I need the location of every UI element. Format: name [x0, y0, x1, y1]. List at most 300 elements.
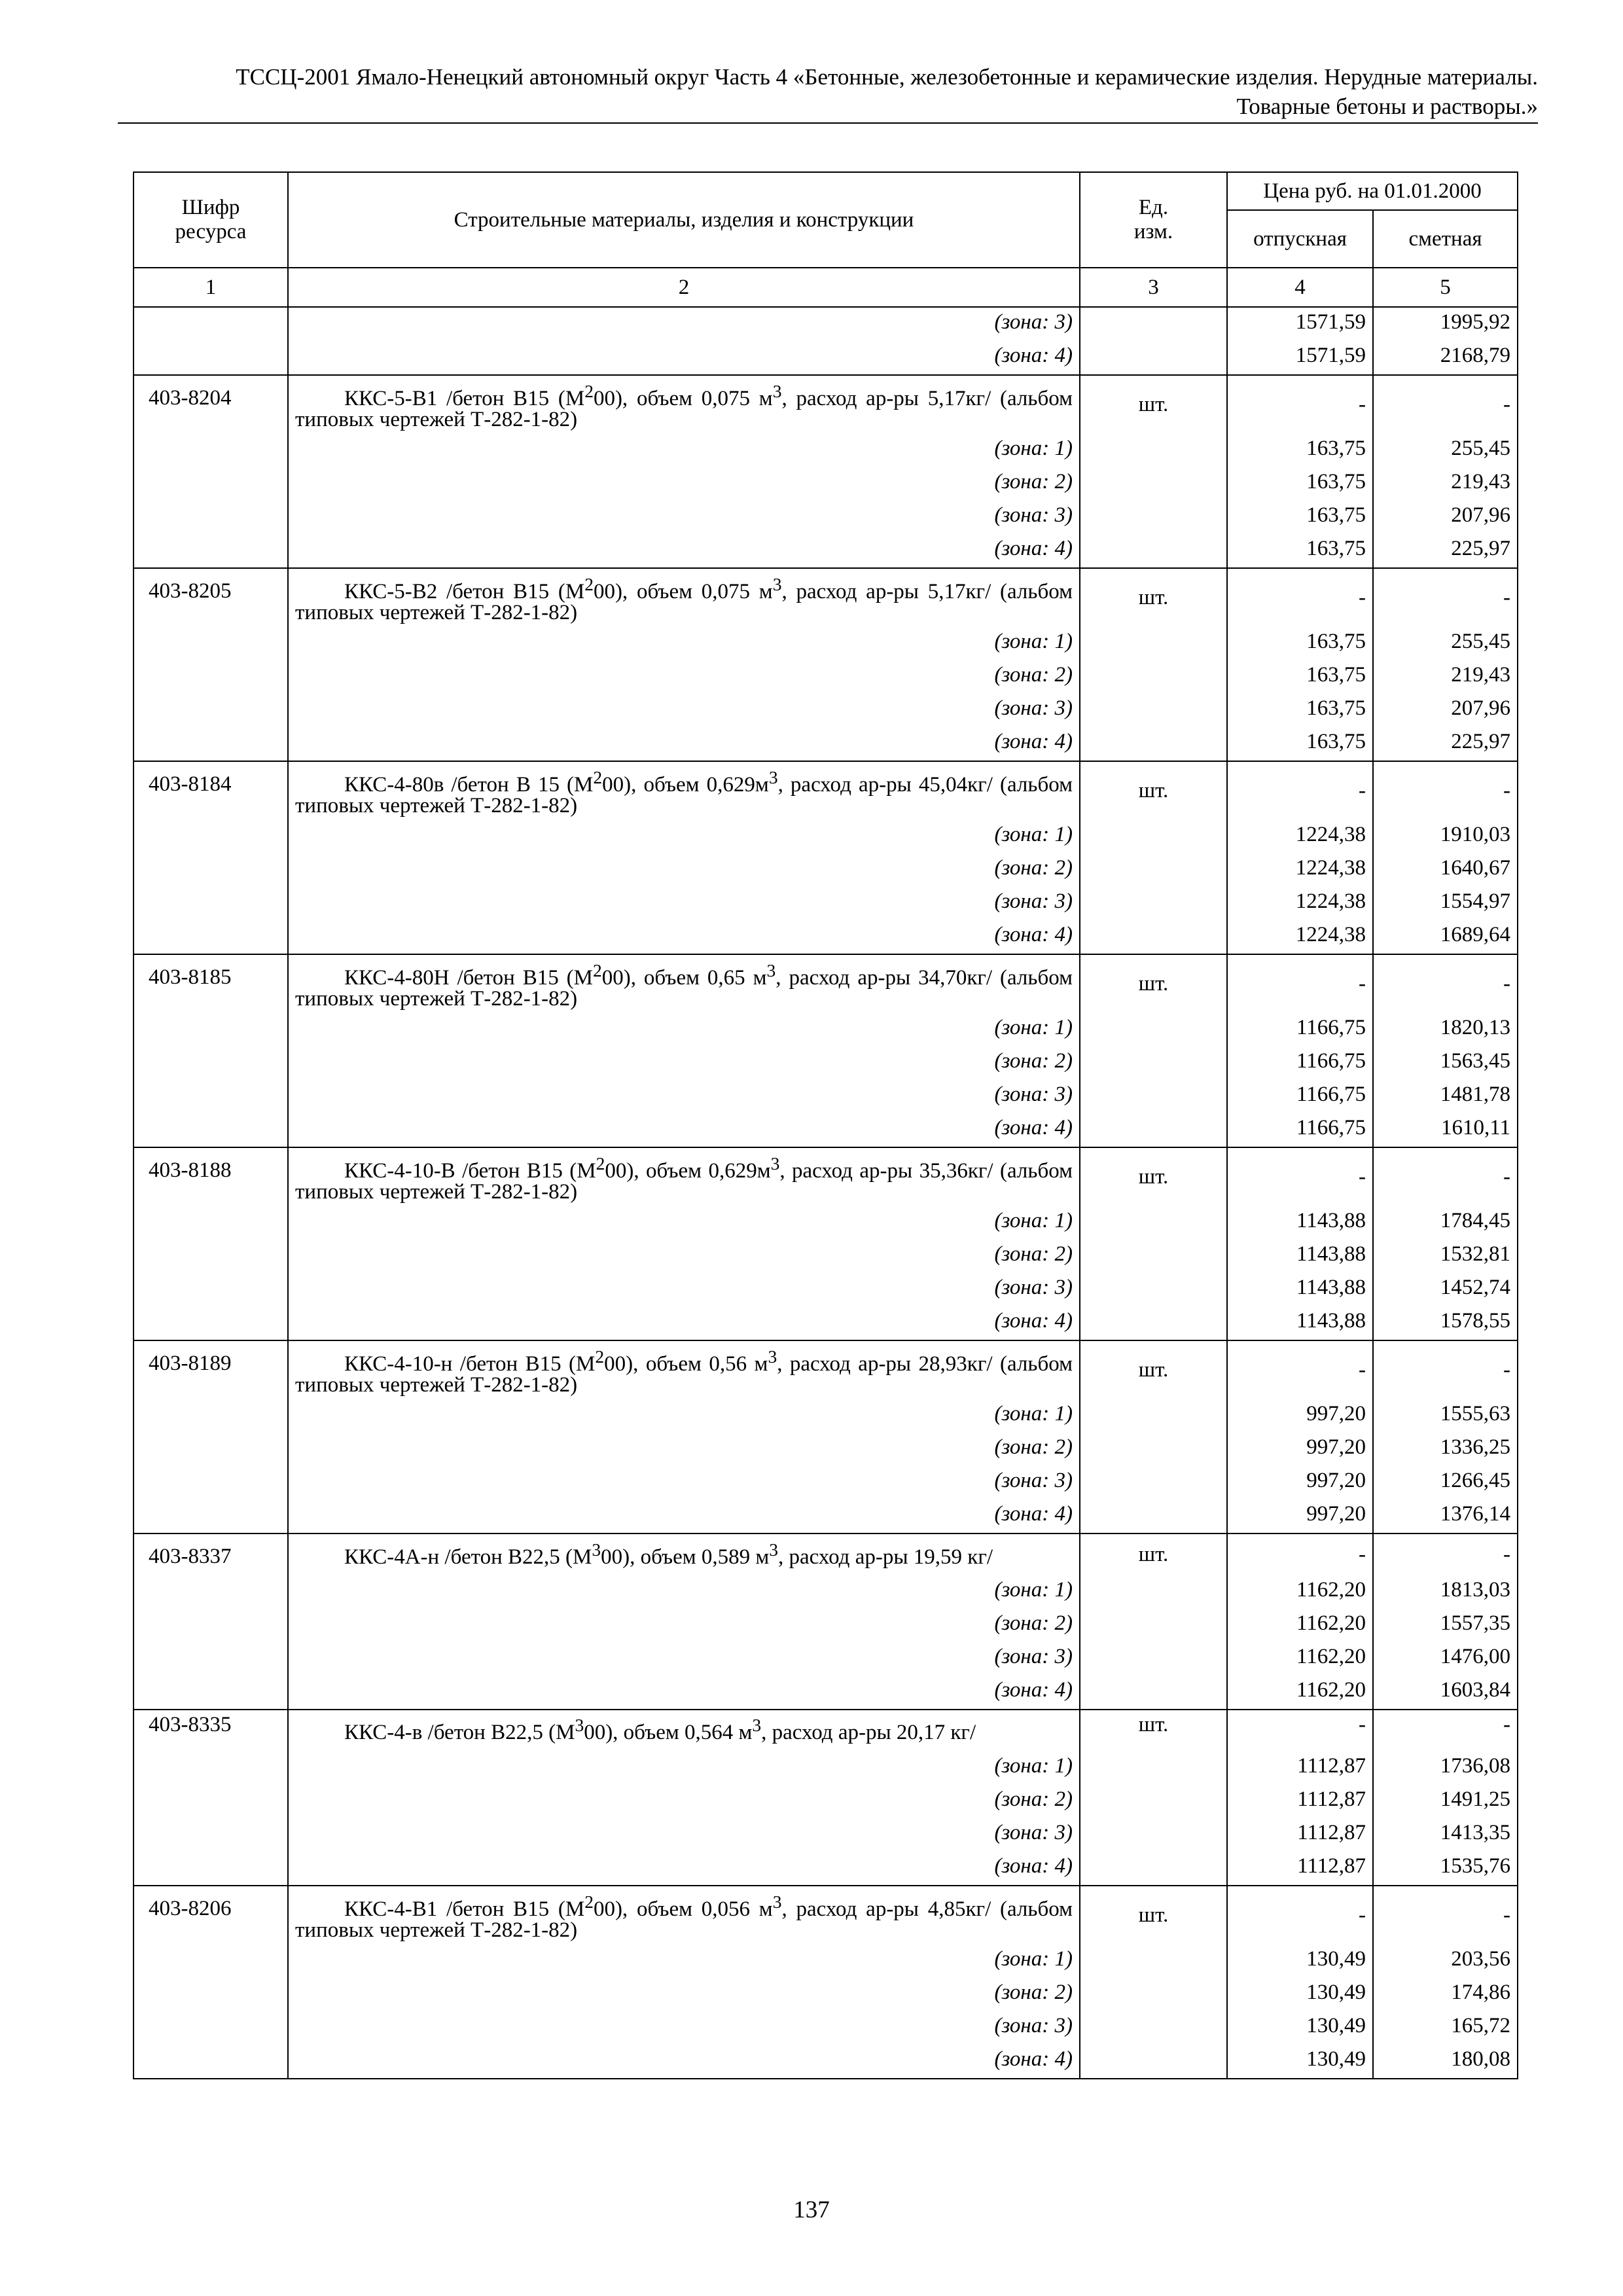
release-price: 163,75: [1227, 660, 1373, 694]
estimate-price: 1266,45: [1373, 1466, 1518, 1499]
zone-row: [134, 820, 1518, 853]
zone-row: [134, 1785, 1518, 1818]
unit-value: шт.: [1080, 954, 1227, 1013]
estimate-price: 207,96: [1373, 694, 1518, 727]
release-price: 1112,87: [1227, 1818, 1373, 1852]
zone-label: (зона: 3): [288, 1080, 1080, 1113]
resource-name: [288, 1710, 1080, 1751]
code-cell: [134, 1751, 288, 1785]
release-price: -: [1227, 375, 1373, 434]
col-number-4: 4: [1227, 268, 1373, 307]
estimate-price: 165,72: [1373, 2011, 1518, 2045]
zone-label: (зона: 4): [288, 1113, 1080, 1147]
resource-description: ККС-4-10-н /бетон В15 $(М^200)$, объем 0,56 $м^3$, расход ар-ры 28,93кг/ (альбом типовых чертежей Т-282-1-82): [295, 1346, 1073, 1397]
zone-label: (зона: 4): [288, 727, 1080, 761]
estimate-price: 1820,13: [1373, 1013, 1518, 1047]
zone-row: [134, 434, 1518, 467]
release-price: 1143,88: [1227, 1240, 1373, 1273]
resource-description: ККС-4-10-В /бетон В15 $(М^200)$, объем $0,629м^3$, расход ар-ры 35,36кг/ (альбом типовых чертежей Т-282-1-82): [295, 1153, 1073, 1204]
zone-row: [134, 1433, 1518, 1466]
estimate-price: -: [1373, 761, 1518, 820]
estimate-price: -: [1373, 1534, 1518, 1575]
unit-cell: [1080, 1240, 1227, 1273]
release-price: 1143,88: [1227, 1273, 1373, 1306]
zone-label: (зона: 1): [288, 1751, 1080, 1785]
code-cell: [134, 727, 288, 761]
estimate-price: 255,45: [1373, 434, 1518, 467]
release-price: -: [1227, 1710, 1373, 1751]
zone-label: (зона: 3): [288, 1466, 1080, 1499]
estimate-price: 255,45: [1373, 627, 1518, 660]
zone-row: [134, 853, 1518, 887]
release-price: 1224,38: [1227, 820, 1373, 853]
code-cell: [134, 853, 288, 887]
unit-cell: [1080, 1466, 1227, 1499]
code-cell: [134, 820, 288, 853]
estimate-price: 174,86: [1373, 1978, 1518, 2011]
estimate-price: 1563,45: [1373, 1047, 1518, 1080]
unit-cell: [1080, 1206, 1227, 1240]
col-number-5: 5: [1373, 268, 1518, 307]
zone-row: [134, 1499, 1518, 1534]
zone-label: (зона: 1): [288, 1013, 1080, 1047]
header-code: Шифр ресурса: [134, 172, 288, 268]
zone-row: [134, 887, 1518, 920]
unit-cell: [1080, 820, 1227, 853]
code-cell: [134, 434, 288, 467]
code-cell: [134, 1676, 288, 1710]
zone-row: [134, 1240, 1518, 1273]
page-number: 137: [793, 2197, 830, 2223]
zone-label: (зона: 2): [288, 1978, 1080, 2011]
zone-row: [134, 1206, 1518, 1240]
resource-row: [134, 1886, 1518, 1945]
unit-cell: [1080, 1433, 1227, 1466]
unit-cell: [1080, 434, 1227, 467]
unit-cell: [1080, 1978, 1227, 2011]
zone-row: [134, 534, 1518, 568]
release-price: -: [1227, 1340, 1373, 1399]
zone-label: (зона: 4): [288, 1676, 1080, 1710]
release-price: 163,75: [1227, 501, 1373, 534]
zone-row: [134, 1818, 1518, 1852]
zone-label: (зона: 3): [288, 501, 1080, 534]
release-price: -: [1227, 1534, 1373, 1575]
zone-label: (зона: 4): [288, 2045, 1080, 2079]
resource-name: [288, 1886, 1080, 1945]
estimate-price: 1603,84: [1373, 1676, 1518, 1710]
release-price: 163,75: [1227, 434, 1373, 467]
estimate-price: 1995,92: [1373, 307, 1518, 341]
code-cell: [134, 1499, 288, 1534]
resource-row: [134, 1340, 1518, 1399]
code-cell: [134, 467, 288, 501]
estimate-price: 1336,25: [1373, 1433, 1518, 1466]
code-cell: [134, 660, 288, 694]
unit-cell: [1080, 1945, 1227, 1978]
code-cell: [134, 1466, 288, 1499]
code-cell: [134, 534, 288, 568]
zone-row: [134, 1609, 1518, 1642]
resource-description: ККС-5-В2 /бетон В15 $(М^200)$, объем 0,075 $м^3$, расход ар-ры 5,17кг/ (альбом типовых чертежей Т-282-1-82): [295, 574, 1073, 624]
estimate-price: -: [1373, 1147, 1518, 1206]
unit-cell: [1080, 1499, 1227, 1534]
release-price: -: [1227, 1147, 1373, 1206]
zone-row: [134, 1273, 1518, 1306]
resource-row: [134, 761, 1518, 820]
estimate-price: 1554,97: [1373, 887, 1518, 920]
code-cell: [134, 2045, 288, 2079]
zone-row: [134, 1852, 1518, 1886]
code-cell: [134, 1013, 288, 1047]
zone-row: [134, 1676, 1518, 1710]
header-estimate-price: сметная: [1373, 210, 1518, 268]
header-unit: Ед. изм.: [1080, 172, 1227, 268]
estimate-price: 1689,64: [1373, 920, 1518, 954]
unit-cell: [1080, 1047, 1227, 1080]
unit-cell: [1080, 1575, 1227, 1609]
release-price: 1166,75: [1227, 1013, 1373, 1047]
zone-row: [134, 920, 1518, 954]
estimate-price: 1413,35: [1373, 1818, 1518, 1852]
estimate-price: -: [1373, 568, 1518, 627]
resource-row: [134, 1534, 1518, 1575]
zone-label: (зона: 3): [288, 1818, 1080, 1852]
code-cell: [134, 920, 288, 954]
zone-label: (зона: 2): [288, 1433, 1080, 1466]
release-price: 130,49: [1227, 2045, 1373, 2079]
release-price: 163,75: [1227, 694, 1373, 727]
col-number-2: 2: [288, 268, 1080, 307]
resource-code: 403-8189: [134, 1340, 288, 1399]
unit-cell: [1080, 1852, 1227, 1886]
zone-label: (зона: 3): [288, 1273, 1080, 1306]
resource-code: 403-8335: [134, 1710, 288, 1751]
resource-name: [288, 761, 1080, 820]
estimate-price: 1578,55: [1373, 1306, 1518, 1340]
release-price: 1112,87: [1227, 1751, 1373, 1785]
estimate-price: 1452,74: [1373, 1273, 1518, 1306]
estimate-price: 219,43: [1373, 660, 1518, 694]
unit-cell: [1080, 501, 1227, 534]
unit-value: шт.: [1080, 568, 1227, 627]
unit-cell: [1080, 1273, 1227, 1306]
resource-name: [288, 1534, 1080, 1575]
release-price: 163,75: [1227, 727, 1373, 761]
resource-row: [134, 568, 1518, 627]
resource-description: ККС-4-80в /бетон В 15 $(М^200)$, объем $0,629м^3$, расход ар-ры 45,04кг/ (альбом типовых чертежей Т-282-1-82): [295, 767, 1073, 817]
unit-value: шт.: [1080, 1534, 1227, 1575]
release-price: 1224,38: [1227, 853, 1373, 887]
zone-label: (зона: 3): [288, 2011, 1080, 2045]
release-price: 997,20: [1227, 1399, 1373, 1433]
estimate-price: 1555,63: [1373, 1399, 1518, 1433]
estimate-price: 219,43: [1373, 467, 1518, 501]
zone-row: [134, 307, 1518, 341]
zone-label: (зона: 1): [288, 1206, 1080, 1240]
release-price: 163,75: [1227, 627, 1373, 660]
release-price: 1571,59: [1227, 341, 1373, 375]
release-price: -: [1227, 954, 1373, 1013]
release-price: 1162,20: [1227, 1642, 1373, 1676]
code-cell: [134, 2011, 288, 2045]
code-cell: [134, 1433, 288, 1466]
resource-code: 403-8206: [134, 1886, 288, 1945]
resource-name: [288, 568, 1080, 627]
unit-cell: [1080, 1306, 1227, 1340]
resource-code: 403-8337: [134, 1534, 288, 1575]
zone-row: [134, 1751, 1518, 1785]
code-cell: [134, 1575, 288, 1609]
release-price: 1162,20: [1227, 1575, 1373, 1609]
estimate-price: 1376,14: [1373, 1499, 1518, 1534]
unit-cell: [1080, 307, 1227, 341]
zone-label: (зона: 4): [288, 341, 1080, 375]
estimate-price: 1910,03: [1373, 820, 1518, 853]
zone-row: [134, 1978, 1518, 2011]
resource-name: [288, 954, 1080, 1013]
zone-row: [134, 1080, 1518, 1113]
estimate-price: -: [1373, 1886, 1518, 1945]
code-cell: [134, 1852, 288, 1886]
estimate-price: 1532,81: [1373, 1240, 1518, 1273]
unit-cell: [1080, 1818, 1227, 1852]
code-cell: [134, 1047, 288, 1080]
release-price: 163,75: [1227, 534, 1373, 568]
estimate-price: -: [1373, 1340, 1518, 1399]
estimate-price: -: [1373, 375, 1518, 434]
resource-row: [134, 954, 1518, 1013]
release-price: 130,49: [1227, 1945, 1373, 1978]
zone-row: [134, 1575, 1518, 1609]
code-cell: [134, 1642, 288, 1676]
zone-label: (зона: 3): [288, 694, 1080, 727]
zone-row: [134, 467, 1518, 501]
resource-code: 403-8185: [134, 954, 288, 1013]
code-cell: [134, 1785, 288, 1818]
estimate-price: 225,97: [1373, 727, 1518, 761]
zone-row: [134, 1642, 1518, 1676]
zone-label: (зона: 2): [288, 1609, 1080, 1642]
code-cell: [134, 694, 288, 727]
zone-label: (зона: 4): [288, 920, 1080, 954]
release-price: 1162,20: [1227, 1676, 1373, 1710]
code-cell: [134, 307, 288, 341]
zone-row: [134, 2045, 1518, 2079]
estimate-price: 1557,35: [1373, 1609, 1518, 1642]
zone-row: [134, 1013, 1518, 1047]
resource-name: [288, 1147, 1080, 1206]
zone-row: [134, 1047, 1518, 1080]
zone-row: [134, 727, 1518, 761]
unit-value: шт.: [1080, 1886, 1227, 1945]
unit-cell: [1080, 727, 1227, 761]
unit-cell: [1080, 920, 1227, 954]
zone-row: [134, 1306, 1518, 1340]
release-price: 1143,88: [1227, 1206, 1373, 1240]
release-price: 130,49: [1227, 1978, 1373, 2011]
release-price: 997,20: [1227, 1433, 1373, 1466]
zone-row: [134, 694, 1518, 727]
code-cell: [134, 627, 288, 660]
unit-cell: [1080, 694, 1227, 727]
zone-row: [134, 1466, 1518, 1499]
header-line-1: ТССЦ-2001 Ямало-Ненецкий автономный округ Часть 4 «Бетонные, железобетонные и керамические изделия. Нерудные материалы.: [236, 64, 1538, 90]
zone-row: [134, 627, 1518, 660]
code-cell: [134, 1113, 288, 1147]
zone-label: (зона: 2): [288, 853, 1080, 887]
unit-cell: [1080, 2011, 1227, 2045]
release-price: 997,20: [1227, 1466, 1373, 1499]
zone-label: (зона: 4): [288, 1306, 1080, 1340]
resource-row: [134, 1147, 1518, 1206]
zone-label: (зона: 4): [288, 1852, 1080, 1886]
release-price: 1224,38: [1227, 887, 1373, 920]
release-price: 1571,59: [1227, 307, 1373, 341]
unit-cell: [1080, 534, 1227, 568]
code-cell: [134, 1273, 288, 1306]
resource-name: [288, 1340, 1080, 1399]
release-price: 1166,75: [1227, 1080, 1373, 1113]
unit-cell: [1080, 1399, 1227, 1433]
unit-cell: [1080, 853, 1227, 887]
zone-row: [134, 1945, 1518, 1978]
estimate-price: 1784,45: [1373, 1206, 1518, 1240]
header-line-2: Товарные бетоны и растворы.»: [1236, 94, 1538, 119]
col-number-1: 1: [134, 268, 288, 307]
estimate-price: 1476,00: [1373, 1642, 1518, 1676]
unit-cell: [1080, 1013, 1227, 1047]
release-price: 1143,88: [1227, 1306, 1373, 1340]
code-cell: [134, 1306, 288, 1340]
zone-row: [134, 341, 1518, 375]
unit-cell: [1080, 627, 1227, 660]
release-price: 1166,75: [1227, 1047, 1373, 1080]
header-release-price: отпускная: [1227, 210, 1373, 268]
zone-label: (зона: 4): [288, 534, 1080, 568]
unit-cell: [1080, 1642, 1227, 1676]
zone-row: [134, 660, 1518, 694]
unit-cell: [1080, 467, 1227, 501]
zone-label: (зона: 4): [288, 1499, 1080, 1534]
header-price: Цена руб. на 01.01.2000: [1227, 172, 1518, 210]
code-cell: [134, 1240, 288, 1273]
estimate-price: 2168,79: [1373, 341, 1518, 375]
estimate-price: 1491,25: [1373, 1785, 1518, 1818]
estimate-price: 1535,76: [1373, 1852, 1518, 1886]
unit-cell: [1080, 1609, 1227, 1642]
estimate-price: 1610,11: [1373, 1113, 1518, 1147]
resource-description: ККС-4-80Н /бетон В15 $(М^200)$, объем 0,65 $м^3$, расход ар-ры 34,70кг/ (альбом типовых чертежей Т-282-1-82): [295, 960, 1073, 1011]
unit-value: шт.: [1080, 1710, 1227, 1751]
resource-description: ККС-4-в /бетон В22,5 $(М^300)$, объем 0,564 $м^3$, расход ар-ры 20,17 кг/: [344, 1715, 976, 1744]
code-cell: [134, 1609, 288, 1642]
release-price: 163,75: [1227, 467, 1373, 501]
code-cell: [134, 341, 288, 375]
resource-description: ККС-4А-н /бетон В22,5 $(М^300)$, объем 0,589 $м^3$, расход ар-ры 19,59 кг/: [344, 1539, 993, 1569]
zone-label: (зона: 2): [288, 1240, 1080, 1273]
zone-label: (зона: 1): [288, 1399, 1080, 1433]
zone-label: (зона: 2): [288, 1785, 1080, 1818]
zone-label: (зона: 3): [288, 307, 1080, 341]
zone-label: (зона: 1): [288, 1575, 1080, 1609]
code-cell: [134, 1818, 288, 1852]
unit-cell: [1080, 887, 1227, 920]
unit-value: шт.: [1080, 761, 1227, 820]
estimate-price: 1640,67: [1373, 853, 1518, 887]
code-cell: [134, 1206, 288, 1240]
unit-value: шт.: [1080, 1340, 1227, 1399]
resource-row: [134, 1710, 1518, 1751]
col-number-3: 3: [1080, 268, 1227, 307]
code-cell: [134, 887, 288, 920]
estimate-price: 225,97: [1373, 534, 1518, 568]
estimate-price: 180,08: [1373, 2045, 1518, 2079]
table-body: [134, 307, 1518, 2079]
release-price: -: [1227, 761, 1373, 820]
release-price: 1112,87: [1227, 1785, 1373, 1818]
zone-label: (зона: 1): [288, 1945, 1080, 1978]
zone-label: (зона: 1): [288, 627, 1080, 660]
estimate-price: 1481,78: [1373, 1080, 1518, 1113]
release-price: 1112,87: [1227, 1852, 1373, 1886]
page-header: [118, 62, 1538, 121]
estimate-price: 207,96: [1373, 501, 1518, 534]
release-price: 997,20: [1227, 1499, 1373, 1534]
unit-value: шт.: [1080, 375, 1227, 434]
code-cell: [134, 1978, 288, 2011]
code-cell: [134, 1945, 288, 1978]
zone-label: (зона: 2): [288, 660, 1080, 694]
estimate-price: -: [1373, 954, 1518, 1013]
estimate-price: -: [1373, 1710, 1518, 1751]
estimate-price: 203,56: [1373, 1945, 1518, 1978]
resource-name: [288, 375, 1080, 434]
zone-row: [134, 2011, 1518, 2045]
zone-label: (зона: 1): [288, 434, 1080, 467]
code-cell: [134, 1399, 288, 1433]
unit-cell: [1080, 660, 1227, 694]
price-table: [133, 171, 1518, 2079]
release-price: 1166,75: [1227, 1113, 1373, 1147]
header-name: Строительные материалы, изделия и конструкции: [288, 172, 1080, 268]
release-price: -: [1227, 568, 1373, 627]
unit-cell: [1080, 1676, 1227, 1710]
zone-label: (зона: 2): [288, 1047, 1080, 1080]
resource-code: 403-8184: [134, 761, 288, 820]
release-price: 130,49: [1227, 2011, 1373, 2045]
resource-description: ККС-4-В1 /бетон В15 $(М^200)$, объем 0,056 $м^3$, расход ар-ры 4,85кг/ (альбом типовых чертежей Т-282-1-82): [295, 1892, 1073, 1942]
resource-description: ККС-5-В1 /бетон В15 $(М^200)$, объем 0,075 $м^3$, расход ар-ры 5,17кг/ (альбом типовых чертежей Т-282-1-82): [295, 381, 1073, 431]
resource-code: 403-8188: [134, 1147, 288, 1206]
unit-cell: [1080, 1113, 1227, 1147]
unit-cell: [1080, 2045, 1227, 2079]
unit-cell: [1080, 341, 1227, 375]
resource-code: 403-8205: [134, 568, 288, 627]
release-price: 1224,38: [1227, 920, 1373, 954]
zone-row: [134, 1399, 1518, 1433]
release-price: -: [1227, 1886, 1373, 1945]
release-price: 1162,20: [1227, 1609, 1373, 1642]
unit-cell: [1080, 1080, 1227, 1113]
unit-cell: [1080, 1751, 1227, 1785]
resource-row: [134, 375, 1518, 434]
unit-cell: [1080, 1785, 1227, 1818]
zone-row: [134, 501, 1518, 534]
code-cell: [134, 1080, 288, 1113]
zone-label: (зона: 2): [288, 467, 1080, 501]
code-cell: [134, 501, 288, 534]
